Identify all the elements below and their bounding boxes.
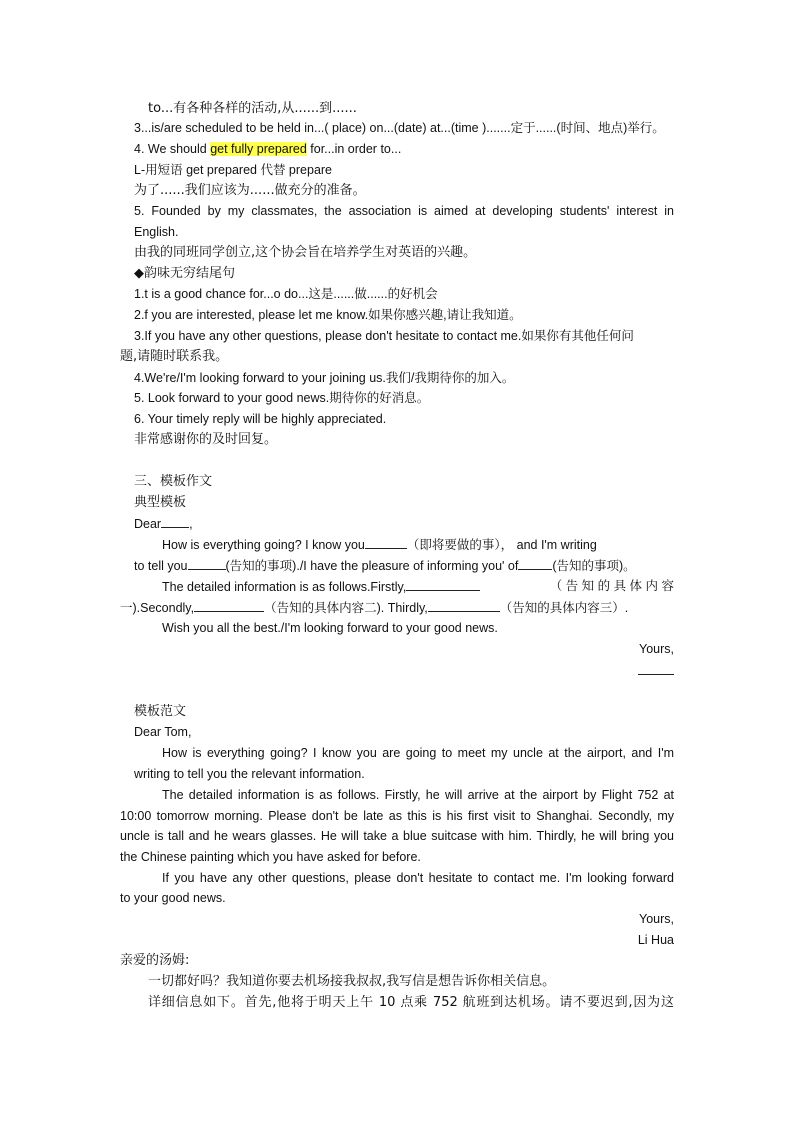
sample-line: 10:00 tomorrow morning. Please don't be late as this is his first visit to Shanghai. Secondly, my: [120, 809, 674, 823]
blank-line: [428, 599, 500, 612]
phrase-line: [134, 141, 401, 158]
ending-line: 4.We're/I'm looking forward to your joining us.我们/我期待你的加入。: [134, 371, 515, 385]
template-text: to tell you: [134, 559, 188, 573]
template-line: Wish you all the best./I'm looking forward to your good news.: [162, 621, 498, 635]
translation-greeting: 亲爱的汤姆:: [120, 953, 190, 968]
phrase-line: English.: [134, 225, 179, 239]
sample-greeting: Dear Tom,: [134, 725, 192, 739]
template-line: [120, 599, 628, 617]
template-line: [134, 557, 636, 575]
template-text: 一).Secondly,: [120, 601, 195, 615]
template-text: （即将要做的事）， and I'm writing: [406, 538, 597, 552]
ending-line: 3.If you have any other questions, please don't hesitate to contact me.如果你有其他任何问: [134, 329, 634, 343]
template-title: 典型模板: [134, 495, 187, 510]
translation-line: 详细信息如下。首先,他将于明天上午 10 点乘 752 航班到达机场。请不要迟到,因为这: [148, 995, 674, 1010]
translation-line: 一切都好吗？我知道你要去机场接我叔叔,我写信是想告诉你相关信息。: [148, 974, 556, 989]
template-text: （ 告 知 的 具 体 内 容: [549, 579, 674, 593]
template-line: [162, 578, 674, 596]
phrase-text: 4. We should: [134, 142, 211, 156]
phrase-text: for...in order to...: [306, 142, 402, 156]
sample-title: 模板范文: [134, 704, 187, 719]
template-text: (告知的事项)。: [552, 559, 636, 573]
phrase-line: to...有各种各样的活动,从......到......: [148, 101, 357, 116]
sample-line: uncle is tall and he wears glasses. He will take a blue suitcase with him. Thirdly, he will bring you: [120, 829, 674, 843]
phrase-line: 5. Founded by my classmates, the association is aimed at developing students' interest in: [134, 204, 674, 218]
ending-line: 非常感谢你的及时回复。: [134, 432, 278, 447]
section-title: 三、模板作文: [134, 474, 213, 489]
sample-line: The detailed information is as follows. Firstly, he will arrive at the airport by Flight 752 at: [162, 788, 674, 802]
sample-closing: Yours,: [639, 912, 674, 926]
blank-line: [518, 557, 552, 570]
sample-signature: Li Hua: [637, 933, 674, 947]
phrase-line: 3...is/are scheduled to be held in...( place) on...(date) at...(time ).......定于......(时间、地点)举行。: [134, 121, 665, 135]
template-line: [162, 536, 597, 554]
highlighted-phrase: get fully prepared: [210, 142, 307, 156]
sample-line: writing to tell you the relevant information.: [134, 767, 365, 781]
ending-line: 5. Look forward to your good news.期待你的好消息。: [134, 391, 430, 405]
blank-line: [161, 515, 189, 528]
template-text: [162, 578, 480, 596]
ending-line: 题,请随时联系我。: [120, 349, 229, 364]
sample-line: the Chinese painting which you have asked for before.: [120, 850, 421, 864]
template-closing: Yours,: [639, 642, 674, 656]
comma-text: ,: [189, 517, 193, 531]
ending-line: 2.f you are interested, please let me know.如果你感兴趣,请让我知道。: [134, 308, 522, 322]
section-heading: ◆韵味无穷结尾句: [134, 266, 235, 281]
template-text: （告知的具体内容三）.: [499, 601, 629, 615]
phrase-line: 由我的同班同学创立,这个协会旨在培养学生对英语的兴趣。: [134, 245, 477, 260]
blank-line: [406, 578, 480, 591]
template-text: How is everything going? I know you: [162, 538, 365, 552]
phrase-line: 为了......我们应该为......做充分的准备。: [134, 183, 366, 198]
signature-blank: [638, 674, 674, 675]
phrase-line: L-用短语 get prepared 代替 prepare: [134, 163, 333, 177]
template-text: （告知的具体内容二). Thirdly,: [264, 601, 428, 615]
template-greeting: [134, 515, 193, 533]
sample-line: If you have any other questions, please don't hesitate to contact me. I'm looking forward: [162, 871, 674, 885]
dear-text: Dear: [134, 517, 162, 531]
blank-line: [194, 599, 264, 612]
ending-line: 1.t is a good chance for...o do...这是......做......的好机会: [134, 287, 438, 301]
sample-line: How is everything going? I know you are going to meet my uncle at the airport, and I'm: [162, 746, 674, 760]
blank-line: [188, 557, 226, 570]
blank-line: [365, 536, 407, 549]
ending-line: 6. Your timely reply will be highly appreciated.: [134, 412, 387, 426]
sample-line: to your good news.: [120, 891, 226, 905]
template-text: (告知的事项)./I have the pleasure of informing you' of: [225, 559, 519, 573]
template-text: The detailed information is as follows.Firstly,: [162, 580, 407, 594]
